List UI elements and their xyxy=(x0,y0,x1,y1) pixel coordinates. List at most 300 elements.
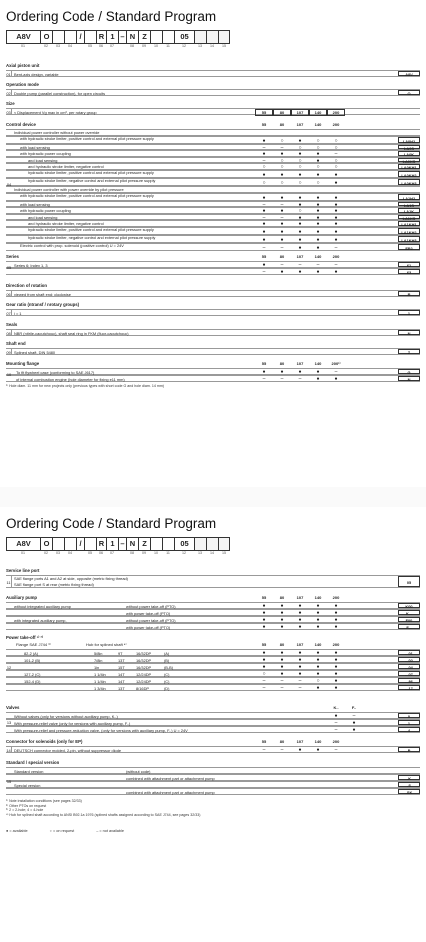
availability-mark: ● xyxy=(334,671,338,677)
code-cell: 1 xyxy=(106,537,118,551)
code-box: ...02 xyxy=(398,657,420,662)
code-cell xyxy=(64,30,76,44)
availability-mark: ○ xyxy=(316,180,320,186)
availability-mark: ● xyxy=(334,610,338,616)
table-row xyxy=(6,309,420,316)
availability-mark: ● xyxy=(262,603,266,609)
availability-mark: ● xyxy=(334,624,338,630)
code-cell xyxy=(84,30,96,44)
availability-mark: ● xyxy=(298,650,302,656)
availability-mark: ● xyxy=(262,657,266,663)
section xyxy=(6,122,420,251)
section-title: Service line port xyxy=(6,568,40,573)
availability-mark: ● xyxy=(280,151,284,158)
availability-mark: ● xyxy=(334,657,338,663)
code-box: K... xyxy=(398,610,420,615)
code-cell: 05 xyxy=(174,537,194,551)
code-cell: A8V xyxy=(6,30,40,44)
code-cell: / xyxy=(76,30,84,44)
code-position: 10 xyxy=(154,551,158,555)
availability-mark: ● xyxy=(316,229,320,235)
availability-mark: ● xyxy=(298,229,302,235)
availability-mark: ● xyxy=(316,269,320,275)
availability-mark: ● xyxy=(316,650,320,656)
availability-mark: ● xyxy=(352,727,356,733)
row-number: 06 xyxy=(6,292,11,297)
availability-mark: – xyxy=(262,685,266,691)
row-text: Double pump (parallel construction), for open circuits xyxy=(14,91,106,96)
availability-mark: ● xyxy=(280,229,284,235)
code-cell: R xyxy=(96,30,106,44)
code-position: 03 xyxy=(56,551,60,555)
section xyxy=(6,254,420,275)
code-cell: R xyxy=(96,537,106,551)
column-header: 140 xyxy=(314,595,322,600)
table-row xyxy=(6,375,420,382)
table-row xyxy=(6,150,420,157)
section-title: Operation mode xyxy=(6,82,39,87)
availability-mark: – xyxy=(352,713,356,719)
section-title: Shaft end xyxy=(6,341,26,346)
column-header: Flange SAE J744 ³⁾ xyxy=(16,642,51,647)
table-row xyxy=(6,329,420,336)
column-header: 200 xyxy=(332,122,340,127)
row-text: without integrated auxiliary pump xyxy=(14,604,71,609)
code-cell xyxy=(84,537,96,551)
availability-mark: ● xyxy=(316,657,320,663)
column-header: 107 xyxy=(296,642,304,647)
availability-mark: ● xyxy=(262,229,266,235)
diametral-pitch: 12/24DP xyxy=(136,672,152,677)
availability-mark: – xyxy=(280,678,284,684)
section xyxy=(6,101,420,115)
code-cell xyxy=(150,30,162,44)
availability-mark: – xyxy=(280,262,284,268)
availability-mark: ● xyxy=(298,269,302,275)
code-position: 02 xyxy=(44,44,48,48)
code-position: 03 xyxy=(56,44,60,48)
availability-mark: ● xyxy=(316,671,320,677)
availability-mark: – xyxy=(334,727,338,733)
code-box: ...07 xyxy=(398,671,420,676)
availability-mark: ● xyxy=(280,657,284,663)
availability-mark: – xyxy=(280,201,284,208)
availability-mark: ● xyxy=(262,369,266,375)
sae-class: (C) xyxy=(164,672,170,677)
code-box: N xyxy=(398,376,420,381)
availability-mark: ● xyxy=(280,617,284,623)
table-row xyxy=(6,767,420,774)
availability-mark: ● xyxy=(280,650,284,656)
diametral-pitch: 12/24DP xyxy=(136,679,152,684)
code-box: LA1KH2 xyxy=(398,228,420,234)
row-text: Special version xyxy=(14,783,41,788)
code-box: 1 xyxy=(398,310,420,315)
code-box: -K xyxy=(398,775,420,780)
section-title: Axial piston unit xyxy=(6,63,40,68)
row-number: 03 xyxy=(6,110,11,115)
column-header: 55 xyxy=(261,122,267,127)
tooth-count: 13T xyxy=(118,658,125,663)
shaft-size: 5/8in xyxy=(94,651,103,656)
footnote-line: ³⁾ 2 = 2-hole; 4 = 4-hole xyxy=(6,808,44,813)
availability-mark: ● xyxy=(316,221,320,228)
section xyxy=(6,302,420,316)
code-cell: O xyxy=(40,537,52,551)
availability-mark: ● xyxy=(262,172,266,178)
section-title: Control device xyxy=(6,122,36,127)
code-box: P xyxy=(398,747,420,752)
availability-mark: ● xyxy=(316,603,320,609)
availability-mark: ● xyxy=(334,194,338,201)
size-box: 107 xyxy=(291,109,309,116)
column-header: 107 xyxy=(296,739,304,744)
code-cell xyxy=(218,30,230,44)
availability-mark: ● xyxy=(334,214,338,221)
availability-mark: ● xyxy=(298,671,302,677)
flange-label: 82-2 (A) xyxy=(24,651,39,656)
flange-label: 127-2 (C) xyxy=(24,672,41,677)
table-row xyxy=(6,616,420,623)
table-row xyxy=(6,136,420,144)
code-box: LA1H2 xyxy=(398,194,420,200)
table-row xyxy=(6,227,420,235)
availability-mark: ○ xyxy=(316,164,320,171)
table-row xyxy=(6,144,420,151)
shaft-size: 1in xyxy=(94,665,100,670)
footnote-line: ²⁾ Other PTOs on request xyxy=(6,803,47,808)
table-row xyxy=(6,602,420,609)
table-row xyxy=(6,670,420,677)
availability-mark: ● xyxy=(316,201,320,208)
availability-mark: – xyxy=(334,245,338,251)
sae-class: (B) xyxy=(164,658,170,663)
code-position: 12 xyxy=(182,551,186,555)
row-text: hydraulic stroke limiter, negative control and external pilot pressure supply xyxy=(28,235,156,240)
sae-class: (A) xyxy=(164,651,170,656)
availability-mark: ○ xyxy=(298,144,302,151)
availability-mark: ● xyxy=(316,617,320,623)
ordering-code-bar-2 xyxy=(6,537,230,551)
footnote-line: ¹⁾ Note installation conditions (see pages 32/33) xyxy=(6,799,82,803)
table-row xyxy=(6,368,420,375)
table-row xyxy=(6,170,420,178)
row-text: hydraulic stroke limiter, positive control and external pilot pressure supply xyxy=(28,170,154,175)
column-header: Hub for splined shaft ⁴⁾ xyxy=(86,642,127,647)
flange-label: 101-2 (B) xyxy=(24,658,41,663)
row-text: With pressure-relief valve (only for versions with auxiliary pump, F..) xyxy=(14,721,131,726)
availability-mark: ● xyxy=(262,208,266,215)
row-text: Splined shaft, DIN 5480 xyxy=(14,350,56,355)
row-text: viewed from shaft end: clockwise xyxy=(14,292,71,297)
code-box: LA0KH2 xyxy=(398,171,420,177)
code-position: 14 xyxy=(210,44,214,48)
availability-mark: ● xyxy=(262,137,266,144)
table-row xyxy=(6,243,420,251)
column-header: 80 xyxy=(279,595,285,600)
table-row xyxy=(6,214,420,221)
availability-mark: ○ xyxy=(298,157,302,164)
column-header: 140 xyxy=(314,739,322,744)
availability-mark: ○ xyxy=(280,157,284,164)
table-row xyxy=(6,623,420,630)
availability-mark: ● xyxy=(262,610,266,616)
section xyxy=(6,705,420,733)
row-text: and load sensing xyxy=(28,214,58,220)
table-row xyxy=(6,726,420,733)
availability-mark: ○ xyxy=(280,180,284,186)
availability-mark: ● xyxy=(316,610,320,616)
code-position: 13 xyxy=(198,551,202,555)
row-number: 10 xyxy=(6,372,12,377)
availability-mark: – xyxy=(280,144,284,151)
section xyxy=(6,568,420,587)
availability-mark: ● xyxy=(298,151,302,158)
section xyxy=(6,361,420,382)
column-header: 80 xyxy=(279,739,285,744)
section-title: Gear ratio (ntransf / nrotary groups) xyxy=(6,302,80,307)
row-text: Electric control with prop. solenoid (positive control) U = 24V xyxy=(20,243,124,248)
row-text: Bent-axis design, variable xyxy=(14,72,59,77)
availability-mark: – xyxy=(262,747,266,753)
code-cell xyxy=(150,537,162,551)
availability-mark: – xyxy=(262,144,266,151)
code-position: 08 xyxy=(130,551,134,555)
row-subtext: without power take-off (PTO) xyxy=(126,618,176,623)
availability-mark: ● xyxy=(316,157,320,164)
table-row xyxy=(6,70,420,77)
size-box: 80 xyxy=(273,109,291,116)
code-cell xyxy=(162,537,174,551)
column-header: 140 xyxy=(314,642,322,647)
availability-mark: ● xyxy=(280,208,284,215)
row-subtext: with power take-off (PTO) xyxy=(126,625,171,630)
code-position: 11 xyxy=(166,551,170,555)
availability-mark: – xyxy=(262,376,266,382)
code-box: F00 xyxy=(398,617,420,622)
availability-mark: ● xyxy=(280,603,284,609)
column-header: 55 xyxy=(261,595,267,600)
code-box: LA1KH3 xyxy=(398,236,420,242)
availability-mark: ● xyxy=(262,151,266,158)
code-position: 14 xyxy=(210,551,214,555)
availability-mark: – xyxy=(262,245,266,251)
column-header: 55 xyxy=(261,642,267,647)
table-row xyxy=(6,788,420,795)
row-subtext: combined with attachment part or attachment pump xyxy=(126,776,215,781)
row-number: 07 xyxy=(6,311,11,316)
availability-mark: ○ xyxy=(334,164,338,171)
tooth-count: 13T xyxy=(118,686,125,691)
code-box: LA0S xyxy=(398,145,420,150)
code-cell xyxy=(52,30,64,44)
availability-mark: ● xyxy=(334,208,338,215)
ordering-code-bar xyxy=(6,30,230,44)
code-box: LA0KS xyxy=(398,158,420,163)
row-text: DEUTSCH connector molded, 2-pin, without suppressor diode xyxy=(14,748,122,753)
code-position xyxy=(118,551,126,557)
code-cell: A8V xyxy=(6,537,40,551)
availability-mark: ● xyxy=(262,624,266,630)
legend-item: ○ = on request xyxy=(49,829,75,833)
sae-class: (B-B) xyxy=(164,665,174,670)
availability-mark: ○ xyxy=(316,144,320,151)
diametral-pitch: 16/32DP xyxy=(136,665,152,670)
code-cell: Z xyxy=(138,537,150,551)
availability-mark: ● xyxy=(298,237,302,243)
availability-mark: ● xyxy=(316,245,320,251)
availability-mark: ● xyxy=(316,194,320,201)
availability-mark: ● xyxy=(262,194,266,201)
row-text: hydraulic stroke limiter, positive control and external pilot pressure supply xyxy=(28,227,154,232)
availability-mark: ● xyxy=(298,624,302,630)
code-position: 07 xyxy=(110,551,114,555)
code-cell: 1 xyxy=(106,30,118,44)
code-box: ...86 xyxy=(398,678,420,683)
availability-mark: ● xyxy=(262,221,266,228)
column-header: 80 xyxy=(279,122,285,127)
code-box: R xyxy=(398,291,420,296)
availability-mark: ● xyxy=(280,624,284,630)
section-title: Size xyxy=(6,101,15,106)
section-title: Power take-off ¹⁾ ²⁾ xyxy=(6,635,43,640)
availability-mark: ● xyxy=(334,617,338,623)
row-number: 14 xyxy=(6,748,11,753)
table-row xyxy=(6,157,420,164)
code-position: 04 xyxy=(68,551,72,555)
table-row xyxy=(6,193,420,201)
availability-mark: ● xyxy=(298,214,302,221)
row-text: with hydraulic power coupling xyxy=(20,208,71,214)
availability-mark: ● xyxy=(334,650,338,656)
availability-mark: ● xyxy=(262,664,266,670)
row-text: Standard version xyxy=(14,769,44,774)
diametral-pitch: 8/16DP xyxy=(136,686,149,691)
code-cell xyxy=(206,30,218,44)
ordering-code-positions xyxy=(6,44,230,50)
table-row xyxy=(6,649,420,656)
code-position: 09 xyxy=(142,551,146,555)
availability-mark: ● xyxy=(352,720,356,726)
page-title-2: Ordering Code / Standard Program xyxy=(6,516,217,531)
tooth-count: 15T xyxy=(118,665,125,670)
row-number: 04 xyxy=(6,181,12,187)
table-row xyxy=(6,348,420,355)
code-cell: – xyxy=(118,30,126,44)
availability-mark: – xyxy=(334,747,338,753)
availability-mark: ● xyxy=(280,671,284,677)
section-title: Mounting flange xyxy=(6,361,40,366)
row-text: with hydraulic stroke limiter, positive control and external pilot pressure supply xyxy=(20,192,154,198)
table-row xyxy=(6,781,420,788)
availability-mark: ○ xyxy=(262,671,266,677)
diametral-pitch: 16/32DP xyxy=(136,651,152,656)
section xyxy=(6,322,420,336)
section xyxy=(6,341,420,355)
row-text: with load sensing xyxy=(20,201,50,207)
code-box: LA1S xyxy=(398,202,420,207)
code-cell xyxy=(194,537,206,551)
section xyxy=(6,739,420,753)
shaft-size: 1 1/4in xyxy=(94,672,106,677)
availability-mark: ● xyxy=(316,369,320,375)
availability-mark: ○ xyxy=(334,144,338,151)
row-text: ≈ Displacement Vg max in cm³, per rotary group xyxy=(14,110,97,115)
column-header: 140 xyxy=(314,254,322,259)
code-cell xyxy=(52,537,64,551)
row-subtext: without power take-off (PTO) xyxy=(126,604,176,609)
availability-mark: – xyxy=(298,262,302,268)
code-box: 61 xyxy=(398,262,420,267)
column-header: 200 xyxy=(332,739,340,744)
table-row xyxy=(6,684,420,691)
availability-mark: – xyxy=(280,245,284,251)
flange-label: 152-4 (D) xyxy=(24,679,41,684)
code-box: 63 xyxy=(398,269,420,274)
code-box: K00 xyxy=(398,603,420,608)
row-text: Individual power controller with power override by pilot pressure xyxy=(14,187,124,192)
table-row xyxy=(6,89,420,96)
row-subtext: (without code) xyxy=(126,769,151,774)
column-header: 55 xyxy=(261,739,267,744)
table-row xyxy=(6,186,420,193)
availability-mark: – xyxy=(334,369,338,375)
availability-mark: ○ xyxy=(316,678,320,684)
column-header: 140 xyxy=(314,122,322,127)
availability-mark: ○ xyxy=(298,180,302,186)
code-cell xyxy=(194,30,206,44)
section-title: Series xyxy=(6,254,19,259)
availability-mark: ● xyxy=(334,269,338,275)
availability-mark: ● xyxy=(298,617,302,623)
column-header: 200 xyxy=(332,595,340,600)
shaft-size: 7/8in xyxy=(94,658,103,663)
availability-mark: ● xyxy=(298,245,302,251)
column-header: 107 xyxy=(296,595,304,600)
section xyxy=(6,760,420,795)
availability-mark: – xyxy=(298,685,302,691)
code-box: A8V xyxy=(398,71,420,76)
row-number: 15 xyxy=(6,779,12,784)
availability-mark: ○ xyxy=(298,164,302,171)
availability-mark: ○ xyxy=(334,157,338,164)
column-header: 80 xyxy=(279,642,285,647)
table-row xyxy=(6,220,420,227)
code-box: LA1KH1 xyxy=(398,221,420,226)
availability-mark: ● xyxy=(298,747,302,753)
code-box: N xyxy=(398,330,420,335)
code-position: 07 xyxy=(110,44,114,48)
availability-mark: ○ xyxy=(262,180,266,186)
table-row xyxy=(6,746,420,753)
availability-mark: – xyxy=(280,685,284,691)
code-cell xyxy=(206,537,218,551)
availability-mark: ● xyxy=(298,657,302,663)
code-cell xyxy=(64,537,76,551)
row-text: with hydraulic stroke limiter, positive control and external pilot pressure supply xyxy=(20,135,154,141)
availability-mark: ● xyxy=(280,172,284,178)
code-position: 06 xyxy=(99,551,103,555)
code-box: 0 xyxy=(398,713,420,718)
row-number: 12 xyxy=(6,665,12,670)
code-box: LA0KH3 xyxy=(398,179,420,185)
row-text: Individual power controller without power override xyxy=(14,130,100,135)
availability-mark: ● xyxy=(298,172,302,178)
column-header: 80 xyxy=(279,254,285,259)
section-title: Valves xyxy=(6,705,20,710)
row-text: with load sensing xyxy=(20,144,50,150)
availability-mark: ○ xyxy=(280,137,284,144)
